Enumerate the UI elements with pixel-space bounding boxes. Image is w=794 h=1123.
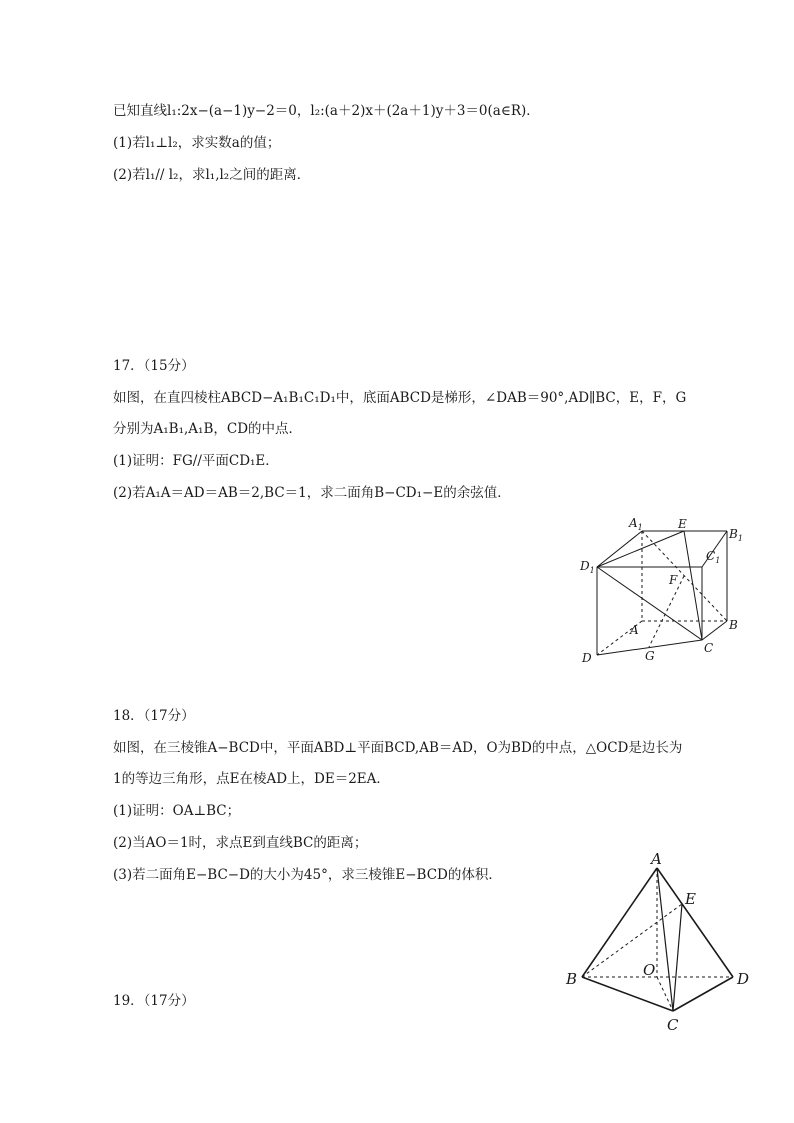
label-D: D [582,651,592,665]
label-A: A [630,623,639,637]
prism-figure [570,510,750,675]
label-D-tet: D [737,970,750,988]
label-O-tet: O [643,961,656,979]
problem17-part1: (1)证明：FG//平面CD₁E． [113,453,279,469]
problem18-line1: 如图，在三棱锥A−BCD中，平面ABD⊥平面BCD,AB＝AD，O为BD的中点，△OCD是边长为 [113,740,683,756]
label-C1: $C_1$ [706,549,721,565]
problem16-part1: (1)若l₁⊥l₂，求实数a的值； [113,135,281,151]
problem19-header: 19．（17分） [113,993,195,1009]
label-B1: $B_1$ [729,527,743,543]
label-E-tet: E [685,890,696,908]
problem18-part2: (2)当AO＝1时，求点E到直线BC的距离； [113,835,368,851]
label-A1: $A_1$ [629,516,643,532]
label-G: G [645,649,655,663]
problem17-line1: 如图，在直四棱柱ABCD−A₁B₁C₁D₁中，底面ABCD是梯形，∠DAB＝90°,AD∥BC，E，F，G [113,390,687,406]
label-E-prism: E [678,517,687,531]
problem18-part3: (3)若二面角E−BC−D的大小为45°，求三棱锥E−BCD的体积． [113,867,502,883]
label-B-tet: B [566,970,578,988]
label-F: F [669,573,678,587]
problem16-intro: 已知直线l₁:2x−(a−1)y−2＝0，l₂:(a＋2)x＋(2a＋1)y＋3＝0(a∈R)． [113,103,540,119]
problem18-header: 18．（17分） [113,708,195,724]
problem17-header: 17．（15分） [113,358,195,374]
label-B: B [729,618,738,632]
problem18-part1: (1)证明：OA⊥BC； [113,803,241,819]
tetrahedron-figure [560,845,760,1035]
problem17-line2: 分别为A₁B₁,A₁B，CD的中点． [113,421,303,437]
problem17-part2: (2)若A₁A＝AD＝AB＝2,BC＝1，求二面角B−CD₁−E的余弦值． [113,485,511,501]
label-A-tet: A [651,850,662,868]
problem18-line2: 1的等边三角形，点E在棱AD上，DE＝2EA． [113,771,390,787]
problem16-part2: (2)若l₁// l₂，求l₁,l₂之间的距离． [113,167,311,183]
label-C: C [704,641,714,655]
label-D1: $D_1$ [580,559,595,575]
label-C-tet: C [667,1016,679,1034]
